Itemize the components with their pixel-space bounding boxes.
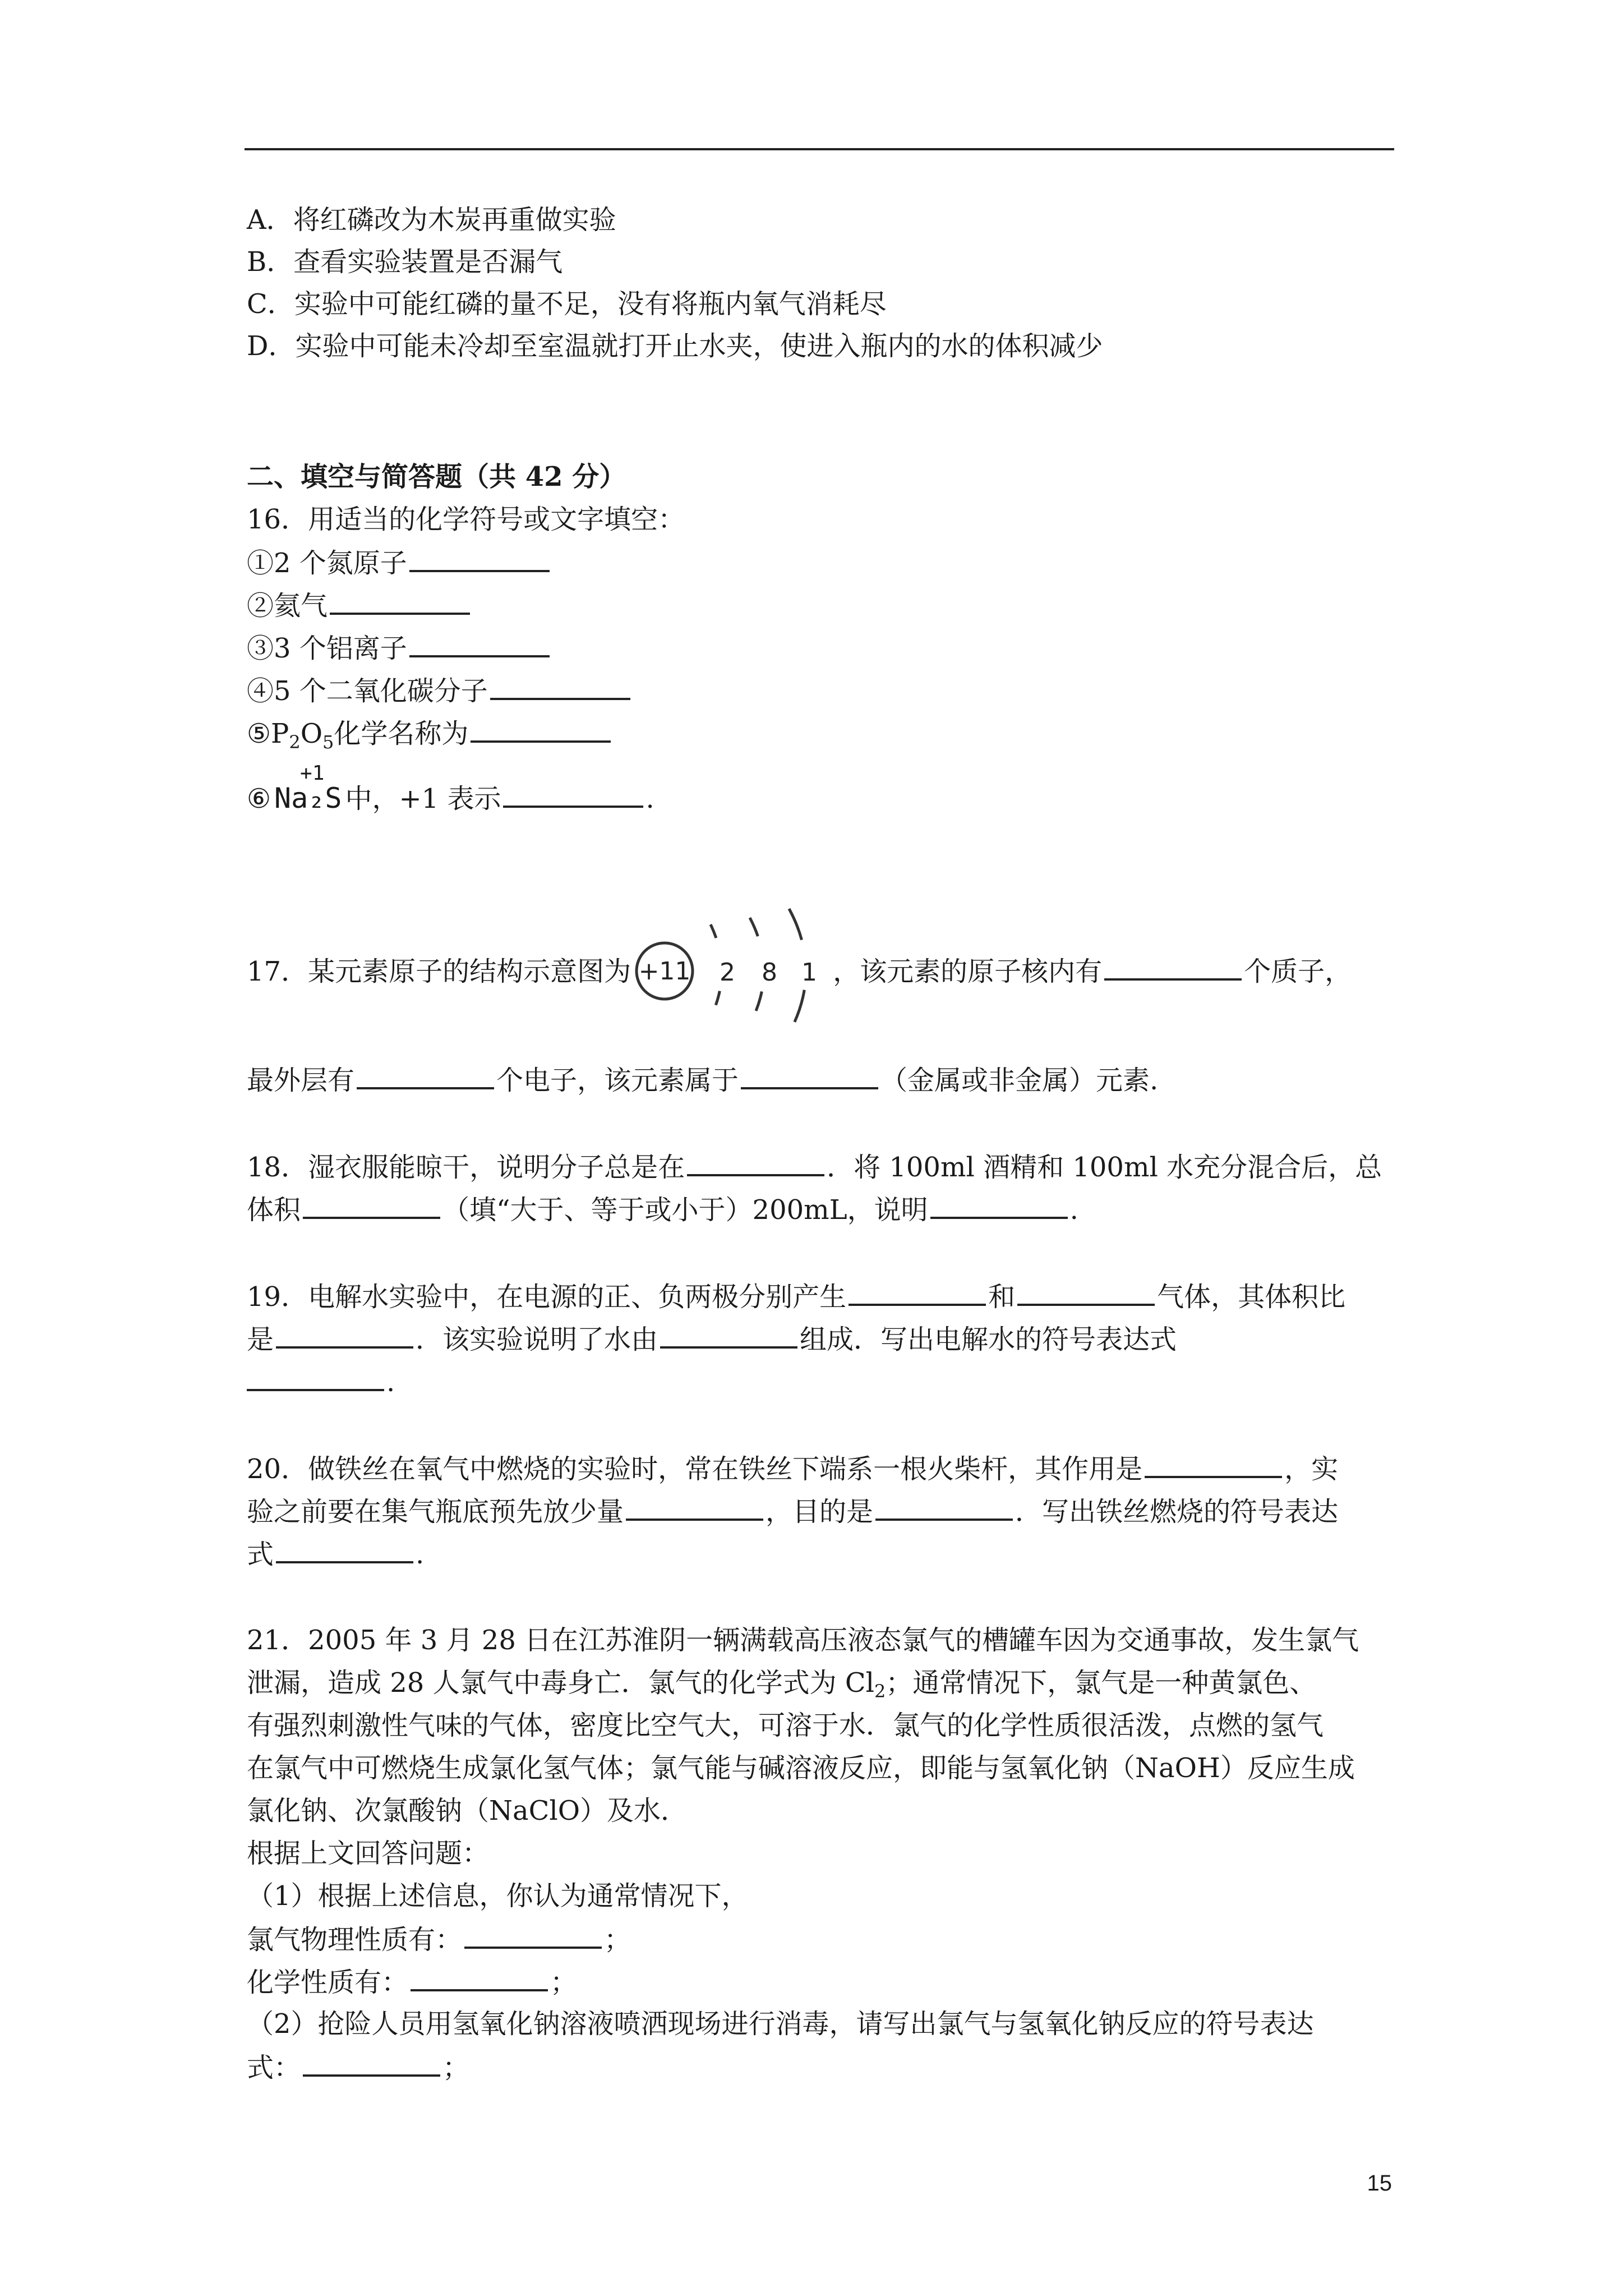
q20-line2-a: 验之前要在集气瓶底预先放少量 <box>247 1496 624 1527</box>
shell-electron-count: 1 <box>801 958 818 987</box>
answer-blank[interactable] <box>276 1536 413 1563</box>
q19-line-3 <box>247 1364 395 1399</box>
answer-blank[interactable] <box>1104 954 1242 981</box>
answer-blank[interactable] <box>503 781 643 808</box>
q17-pre: 17．某元素原子的结构示意图为 <box>247 956 631 987</box>
q16-item-5-pre: ⑤P <box>247 718 289 749</box>
q19-line-2 <box>247 1322 1177 1356</box>
shell-electron-count: 8 <box>762 958 778 987</box>
answer-blank[interactable] <box>276 1322 413 1349</box>
page-number: 15 <box>1367 2171 1392 2196</box>
q18-line-1 <box>247 1149 1382 1184</box>
q20-line-3 <box>247 1536 424 1571</box>
atom-structure-diagram <box>631 901 833 1041</box>
answer-blank[interactable] <box>849 1279 986 1306</box>
q19-line1-b: 和 <box>988 1281 1016 1313</box>
q21-line-8 <box>247 1922 631 1957</box>
q20-line1-a: 20．做铁丝在氧气中燃烧的实验时，常在铁丝下端系一根火柴杆，其作用是 <box>247 1453 1143 1485</box>
q16-item-4-text: ④5 个二氧化碳分子 <box>247 675 488 707</box>
q21-line11-end: ； <box>442 2052 470 2083</box>
q21-line-3: 有强烈刺激性气味的气体，密度比空气大，可溶于水．氯气的化学性质很活泼，点燃的氢气 <box>247 1710 1324 1741</box>
q18-line2-b: （填“大于、等于或小于）200mL，说明 <box>442 1194 928 1226</box>
q19-line2-c: 组成．写出电解水的符号表达式 <box>800 1324 1177 1355</box>
answer-blank[interactable] <box>660 1322 797 1349</box>
q19-line3-end: . <box>386 1366 395 1398</box>
q16-item-2 <box>247 588 472 623</box>
answer-blank[interactable] <box>930 1192 1068 1219</box>
q21-line-2 <box>247 1666 1316 1708</box>
header-rule <box>245 148 1394 150</box>
q16-item-5-mid: O <box>300 718 323 749</box>
q20-line-1 <box>247 1451 1338 1486</box>
q17-line2-c: （金属或非金属）元素. <box>880 1065 1159 1096</box>
answer-blank[interactable] <box>741 1062 878 1089</box>
q18-line2-c: . <box>1069 1194 1078 1226</box>
q16-stem: 16．用适当的化学符号或文字填空： <box>247 504 685 535</box>
q16-item-1-text: ①2 个氮原子 <box>247 547 407 579</box>
q21-line8-end: ； <box>604 1924 631 1955</box>
answer-blank[interactable] <box>303 2050 440 2077</box>
choice-d: D．实验中可能未冷却至室温就打开止水夹，使进入瓶内的水的体积减少 <box>247 330 1103 362</box>
na2s-formula <box>274 762 342 815</box>
answer-blank[interactable] <box>409 631 550 657</box>
q18-line1-b: ．将 100ml 酒精和 100ml 水充分混合后，总 <box>827 1152 1382 1183</box>
q16-item-6-pre: ⑥ <box>247 783 271 815</box>
q16-item-4 <box>247 673 633 708</box>
q20-line2-c: ．写出铁丝燃烧的符号表达 <box>1015 1496 1339 1527</box>
q16-item-3-text: ③3 个铝离子 <box>247 633 407 664</box>
subscript: 2 <box>874 1681 886 1702</box>
q20-line3-b: . <box>416 1539 425 1570</box>
q21-line-10: （2）抢险人员用氢氧化钠溶液喷洒现场进行消毒，请写出氯气与氢氧化钠反应的符号表达 <box>247 2008 1314 2040</box>
q16-item-5 <box>247 716 613 759</box>
q16-item-6 <box>247 762 654 816</box>
q21-line-11 <box>247 2050 469 2085</box>
q21-line-1: 21．2005 年 3 月 28 日在江苏淮阴一辆满载高压液态氯气的槽罐车因为交通事故，发生氯气 <box>247 1625 1359 1656</box>
answer-blank[interactable] <box>1145 1451 1282 1478</box>
choice-b: B．查看实验装置是否漏气 <box>247 246 563 278</box>
subscript: 2 <box>289 731 301 753</box>
q18-line-2 <box>247 1192 1078 1227</box>
q17-line2-b: 个电子，该元素属于 <box>496 1065 739 1096</box>
q21-line-9 <box>247 1964 577 1999</box>
q19-line2-b: ．该实验说明了水由 <box>416 1324 658 1355</box>
q21-line9-text: 化学性质有： <box>247 1967 409 1998</box>
q16-item-3 <box>247 631 552 665</box>
answer-blank[interactable] <box>357 1062 494 1089</box>
answer-blank[interactable] <box>687 1149 824 1176</box>
q19-line2-a: 是 <box>247 1324 274 1355</box>
section-title: 二、填空与简答题（共 42 分） <box>247 461 626 493</box>
q21-line-6: 根据上文回答问题： <box>247 1838 490 1869</box>
q20-line3-a: 式 <box>247 1539 274 1570</box>
q21-line-5: 氯化钠、次氯酸钠（NaClO）及水． <box>247 1795 688 1826</box>
q21-line9-end: ； <box>550 1967 578 1998</box>
q16-item-5-post: 化学名称为 <box>334 718 469 749</box>
q17-post2: 个质子， <box>1244 956 1352 987</box>
q19-line-1 <box>247 1279 1345 1314</box>
shell-electron-count: 2 <box>720 958 736 987</box>
q16-item-6-post: 中，+1 表示 <box>345 783 501 815</box>
q21-line2-a: 泄漏，造成 28 人氯气中毒身亡．氯气的化学式为 Cl <box>247 1667 874 1699</box>
subscript: 5 <box>322 731 334 753</box>
q17-line2-a: 最外层有 <box>247 1065 355 1096</box>
q21-line-4: 在氯气中可燃烧生成氯化氢气体；氯气能与碱溶液反应，即能与氢氧化钠（NaOH）反应生成 <box>247 1752 1355 1784</box>
q18-line1-a: 18．湿衣服能晾干，说明分子总是在 <box>247 1152 685 1183</box>
answer-blank[interactable] <box>411 1964 548 1991</box>
q19-line1-a: 19．电解水实验中，在电源的正、负两极分别产生 <box>247 1281 847 1313</box>
q17-line-2 <box>247 1062 1158 1097</box>
valence-label: +1 <box>300 762 325 785</box>
formula-text: Na₂S <box>274 782 342 815</box>
q16-item-6-end: . <box>645 783 654 815</box>
q20-line-2 <box>247 1494 1338 1529</box>
answer-blank[interactable] <box>409 545 550 572</box>
answer-blank[interactable] <box>247 1364 384 1391</box>
answer-blank[interactable] <box>330 588 470 615</box>
q21-line11-text: 式： <box>247 2052 301 2083</box>
answer-blank[interactable] <box>303 1192 440 1219</box>
q20-line2-b: ，目的是 <box>766 1496 874 1527</box>
q20-line1-b: ，实 <box>1284 1453 1339 1485</box>
answer-blank[interactable] <box>1017 1279 1155 1306</box>
q16-item-2-text: ②氦气 <box>247 590 328 622</box>
answer-blank[interactable] <box>490 673 630 700</box>
q19-line1-c: 气体，其体积比 <box>1157 1281 1346 1313</box>
q16-item-1 <box>247 545 552 580</box>
q17-line-1 <box>247 954 1352 991</box>
choice-c: C．实验中可能红磷的量不足，没有将瓶内氧气消耗尽 <box>247 288 887 320</box>
q21-line2-b: ；通常情况下，氯气是一种黄氯色、 <box>886 1667 1317 1699</box>
answer-blank[interactable] <box>626 1494 763 1521</box>
nucleus-charge: +11 <box>638 956 691 986</box>
choice-a: A．将红磷改为木炭再重做实验 <box>247 204 616 236</box>
answer-blank[interactable] <box>464 1922 602 1949</box>
answer-blank[interactable] <box>471 716 611 743</box>
answer-blank[interactable] <box>875 1494 1013 1521</box>
q18-line2-a: 体积 <box>247 1194 301 1226</box>
q21-line-7: （1）根据上述信息，你认为通常情况下， <box>247 1880 749 1912</box>
q21-line8-text: 氯气物理性质有： <box>247 1924 463 1955</box>
q17-post: ，该元素的原子核内有 <box>833 956 1103 987</box>
